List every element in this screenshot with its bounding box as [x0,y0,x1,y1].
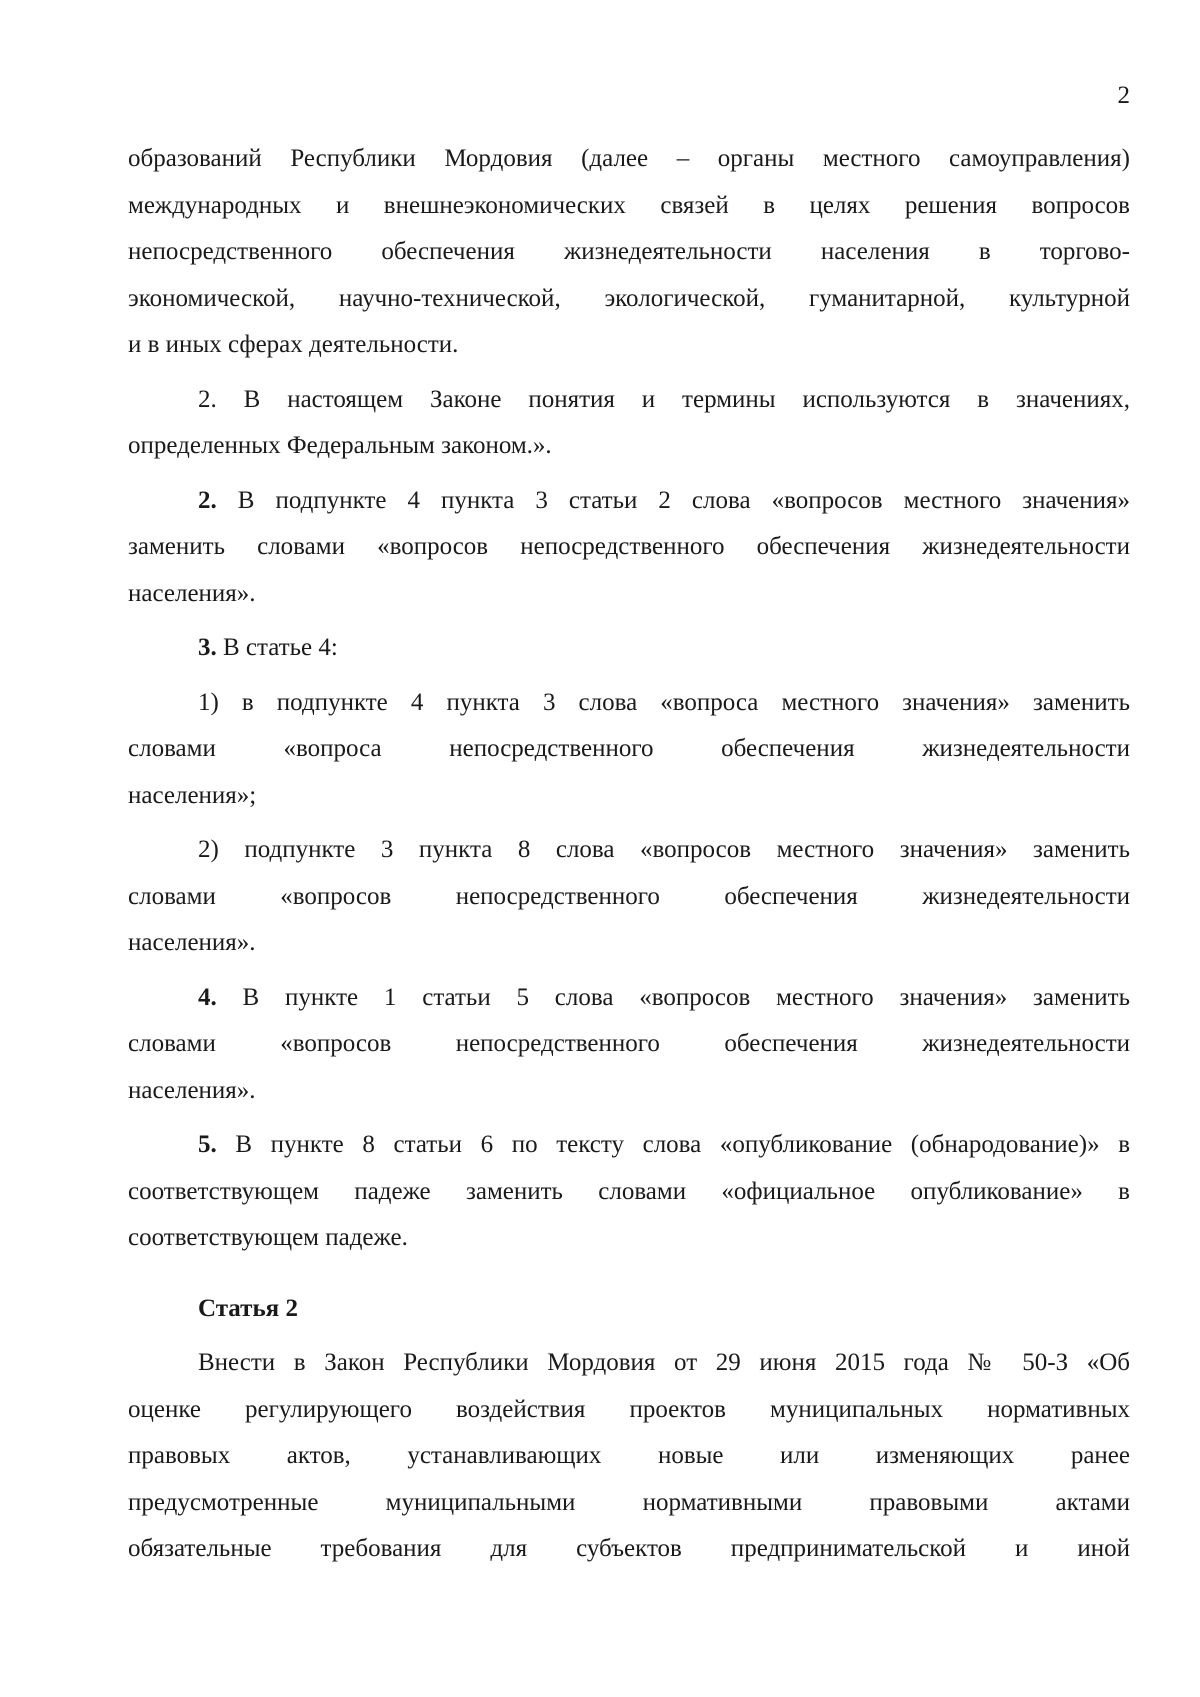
text-line [128,478,1130,525]
paragraph-item-2 [128,478,1130,618]
text-line: оценке регулирующего воздействия проектов муниципальных нормативных [128,1395,1130,1423]
page-number: 2 [1117,82,1130,109]
text-line: и в иных сферах деятельности. [128,331,459,358]
text-line: экономической, научно-технической, экологической, гуманитарной, культурной [128,284,1130,312]
text-line: населения». [128,1076,256,1104]
text-line: населения»; [128,781,257,809]
text-line: 2. В настоящем Законе понятия и термины используются в значениях, [198,385,1130,413]
text-line: непосредственного обеспечения жизнедеятельности населения в торгово- [128,238,1130,265]
text-line: международных и внешнеэкономических связей в целях решения вопросов [128,191,1130,219]
text-line: словами «вопроса непосредственного обеспечения жизнедеятельности [128,735,1130,762]
text-line: определенных Федеральным законом.». [128,432,552,459]
text-line: соответствующем падеже. [128,1224,408,1251]
article-heading: Статья 2 [198,1294,298,1322]
text-fragment: В пункте 1 статьи 5 слова «вопросов местного значения» заменить [216,983,1130,1011]
text-line: населения». [128,579,256,607]
item-number: 3. [198,634,217,661]
text-line: предусмотренные муниципальными нормативными правовыми актами [128,1488,1130,1516]
article-2-body [128,1340,1130,1573]
text-line: образований Республики Мордовия (далее – органы местного самоуправления) [128,145,1130,172]
paragraph-item-5 [128,1122,1130,1262]
text-line: соответствующем падеже заменить словами «официальное опубликование» в [128,1177,1130,1205]
text-line: населения». [128,929,256,956]
text-line: 1) в подпункте 4 пункта 3 слова «вопроса местного значения» заменить [198,688,1130,716]
text-line [128,1122,1130,1169]
text-line: правовых актов, устанавливающих новые или изменяющих ранее [128,1442,1130,1469]
text-line: обязательные требования для субъектов предпринимательской и иной [128,1535,1130,1562]
paragraph-subitem-1 [128,680,1130,820]
text-line: 2) подпункте 3 пункта 8 слова «вопросов местного значения» заменить [198,836,1130,863]
text-fragment: В пункте 8 статьи 6 по тексту слова «опубликование (обнародование)» в [216,1131,1130,1158]
item-number: 2. [198,486,217,514]
text-line: словами «вопросов непосредственного обеспечения жизнедеятельности [128,882,1130,910]
text-fragment: В статье 4: [216,634,338,661]
text-line [128,975,1130,1022]
paragraph-item-4 [128,975,1130,1115]
paragraph-subitem-2 [128,827,1130,967]
document-body [128,136,1130,1573]
text-line: словами «вопросов непосредственного обеспечения жизнедеятельности [128,1030,1130,1057]
text-fragment: В подпункте 4 пункта 3 статьи 2 слова «вопросов местного значения» [216,486,1130,514]
text-line [128,625,1130,672]
item-number: 4. [198,983,217,1011]
text-line: Внести в Закон Республики Мордовия от 29 июня 2015 года № 50-З «Об [198,1349,1130,1376]
paragraph-continuation [128,136,1130,369]
paragraph-item-3 [128,625,1130,672]
item-number: 5. [198,1131,217,1158]
paragraph-terms [128,377,1130,470]
text-line: заменить словами «вопросов непосредственного обеспечения жизнедеятельности [128,533,1130,560]
